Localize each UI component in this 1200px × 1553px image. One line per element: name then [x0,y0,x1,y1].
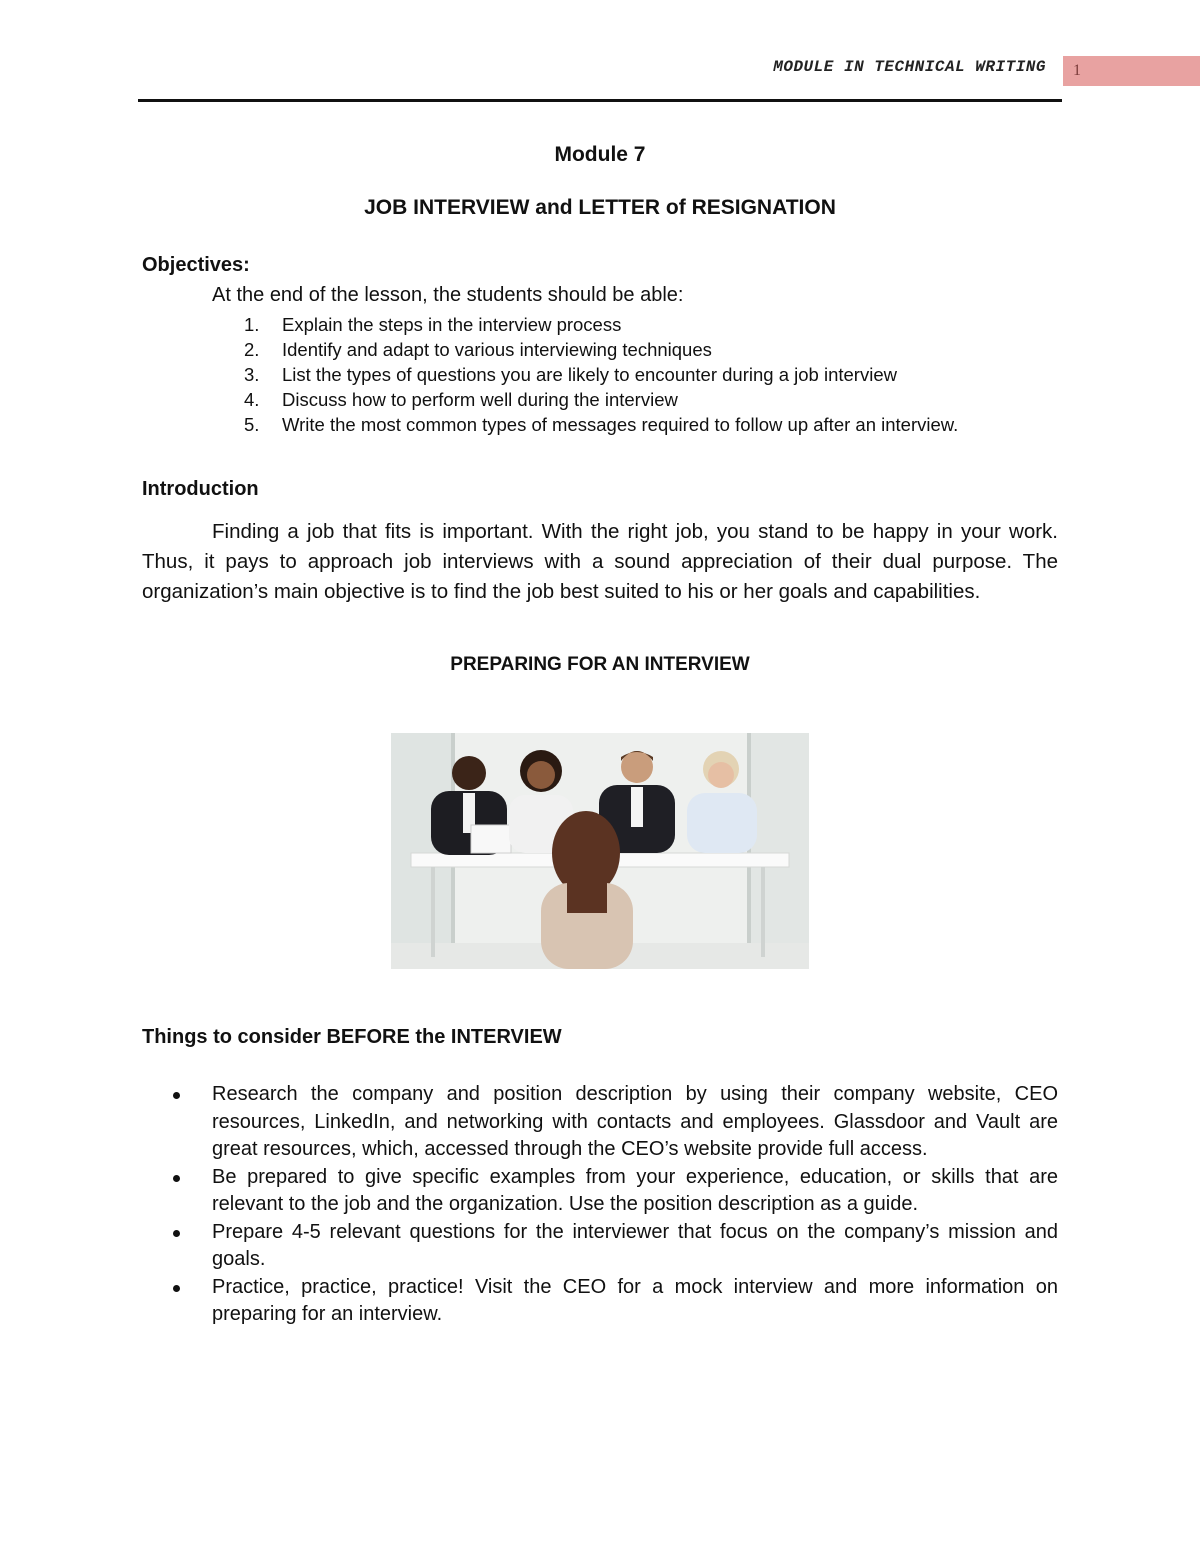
bullet-icon [173,1285,180,1292]
list-item: Prepare 4-5 relevant questions for the interviewer that focus on the company’s mission and goals. [164,1219,1058,1274]
objective-item: 3. List the types of questions you are likely to encounter during a job interview [244,364,897,385]
interview-photo [391,733,809,969]
list-item: Be prepared to give specific examples from your experience, education, or skills that are relevant to the job and the organization. Use the position description as a guide. [164,1164,1058,1219]
list-item: Research the company and position description by using their company website, CEO resources, LinkedIn, and networking with contacts and employees. Glassdoor and Vault are great resources, which, accessed through the CEO’s website provide full access. [164,1081,1058,1164]
introduction-paragraph: Finding a job that fits is important. With the right job, you stand to be happy in your work. Thus, it pays to approach job interviews with a sound appreciation of their dual purpose. The organization’s main objective is to find the job best suited to his or her goals and capabilities. [142,520,1058,603]
section-title-preparing: PREPARING FOR AN INTERVIEW [450,654,750,675]
objectives-heading: Objectives: [142,254,250,276]
introduction-heading: Introduction [142,478,259,500]
objective-item: 1. Explain the steps in the interview process [244,314,622,335]
bullet-icon [173,1175,180,1182]
bullet-icon [173,1230,180,1237]
objective-item: 4. Discuss how to perform well during the interview [244,389,678,410]
list-item: Practice, practice, practice! Visit the CEO for a mock interview and more information on preparing for an interview. [164,1274,1058,1329]
header-divider [138,99,1062,102]
header-title: MODULE IN TECHNICAL WRITING [773,58,1046,76]
objectives-intro: At the end of the lesson, the students should be able: [212,284,684,306]
bullet-icon [173,1092,180,1099]
before-interview-list [164,1081,1058,1329]
page-number: 1 [1063,56,1200,86]
objective-item: 2. Identify and adapt to various interviewing techniques [244,339,712,360]
module-title: Module 7 [554,143,646,166]
objectives-list [244,312,1044,437]
before-interview-heading: Things to consider BEFORE the INTERVIEW [142,1026,562,1048]
objective-item: 5. Write the most common types of messages required to follow up after an interview. [244,414,959,435]
document-title: JOB INTERVIEW and LETTER of RESIGNATION [364,196,836,219]
